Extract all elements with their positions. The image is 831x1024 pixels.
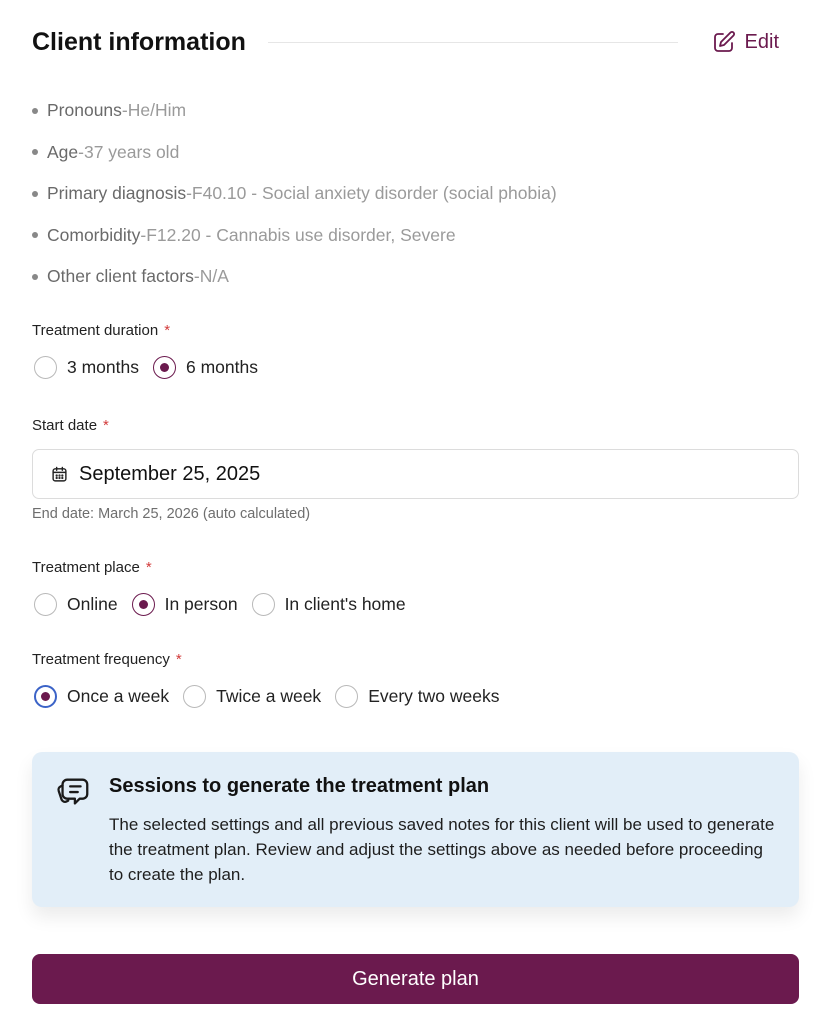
required-marker: * [145, 559, 152, 576]
radio-button[interactable] [335, 685, 358, 708]
field-label-text: Treatment place [32, 559, 140, 576]
info-value: N/A [199, 266, 229, 287]
treatment-duration-label [32, 322, 170, 339]
info-label: Primary diagnosis [47, 183, 187, 204]
start-date-value: September 25, 2025 [79, 462, 261, 485]
required-marker: * [164, 322, 171, 339]
treatment-place-options [34, 593, 420, 616]
info-label: Other client factors [47, 266, 194, 287]
required-marker: * [175, 651, 182, 668]
info-label: Pronouns [47, 100, 122, 121]
info-separator: - [78, 141, 84, 162]
frequency-option-once-a-week[interactable] [34, 685, 169, 708]
page-title: Client information [32, 27, 246, 56]
treatment-place-label [32, 559, 152, 576]
radio-button[interactable] [34, 356, 57, 379]
radio-button-selected[interactable] [153, 356, 176, 379]
info-value: 37 years old [83, 141, 180, 162]
info-label: Comorbidity [47, 224, 141, 245]
edit-button[interactable] [712, 30, 779, 54]
bullet [32, 274, 38, 280]
start-date-input[interactable] [32, 449, 799, 499]
info-item-pronouns [32, 90, 557, 132]
radio-button[interactable] [34, 593, 57, 616]
field-label-text: Start date [32, 417, 98, 434]
bullet [32, 191, 38, 197]
card-text: The selected settings and all previous saved notes for this client will be used to generate the treatment plan. Review and adjust the settings above as needed before proceeding to create the plan. [109, 815, 775, 884]
sessions-info-card [32, 752, 799, 907]
field-label-text: Treatment duration [32, 322, 159, 339]
required-marker: * [103, 417, 109, 434]
card-title: Sessions to generate the treatment plan [109, 775, 490, 797]
option-label: Online [67, 594, 118, 614]
header-divider [268, 42, 678, 43]
info-value: F40.10 - Social anxiety disorder (social phobia) [191, 183, 557, 204]
info-item-age [32, 132, 557, 174]
option-label: Once a week [67, 686, 170, 706]
radio-button-selected[interactable] [34, 685, 57, 708]
calendar-icon [51, 466, 68, 483]
end-date-note: End date: March 25, 2026 (auto calculated) [32, 506, 311, 522]
place-option-online[interactable] [34, 593, 118, 616]
info-separator: - [140, 224, 147, 245]
client-info-header [32, 22, 799, 62]
radio-button-selected[interactable] [132, 593, 155, 616]
edit-label: Edit [744, 30, 779, 53]
generate-plan-button[interactable]: Generate plan [32, 954, 799, 1004]
treatment-frequency-label [32, 651, 182, 668]
chat-bubbles-icon [54, 774, 92, 812]
field-label-text: Treatment frequency [32, 651, 170, 668]
place-option-in-person[interactable] [132, 593, 238, 616]
option-label: Twice a week [216, 686, 322, 706]
radio-button[interactable] [183, 685, 206, 708]
info-separator: - [186, 183, 192, 204]
frequency-option-every-two-weeks[interactable] [335, 685, 499, 708]
option-label: In person [164, 594, 238, 614]
duration-option-3-months[interactable] [34, 356, 139, 379]
bullet [32, 108, 38, 114]
radio-button[interactable] [252, 593, 275, 616]
bullet [32, 149, 38, 155]
info-separator: - [193, 266, 200, 287]
treatment-duration-options [34, 356, 272, 379]
info-value: He/Him [127, 100, 187, 121]
option-label: 3 months [67, 357, 139, 377]
info-label: Age [47, 141, 79, 162]
client-info-list [32, 90, 557, 298]
info-item-other-factors [32, 256, 557, 298]
option-label: In client's home [284, 594, 406, 614]
place-option-clients-home[interactable] [252, 593, 406, 616]
frequency-option-twice-a-week[interactable] [183, 685, 321, 708]
info-value: F12.20 - Cannabis use disorder, Severe [146, 224, 456, 245]
info-separator: - [121, 100, 128, 121]
start-date-label [32, 417, 109, 434]
duration-option-6-months[interactable] [153, 356, 258, 379]
treatment-frequency-options [34, 685, 513, 708]
pencil-square-icon [712, 30, 736, 54]
info-item-primary-diagnosis [32, 173, 557, 215]
bullet [32, 232, 38, 238]
option-label: 6 months [185, 357, 258, 377]
info-item-comorbidity [32, 215, 557, 257]
option-label: Every two weeks [368, 686, 500, 706]
